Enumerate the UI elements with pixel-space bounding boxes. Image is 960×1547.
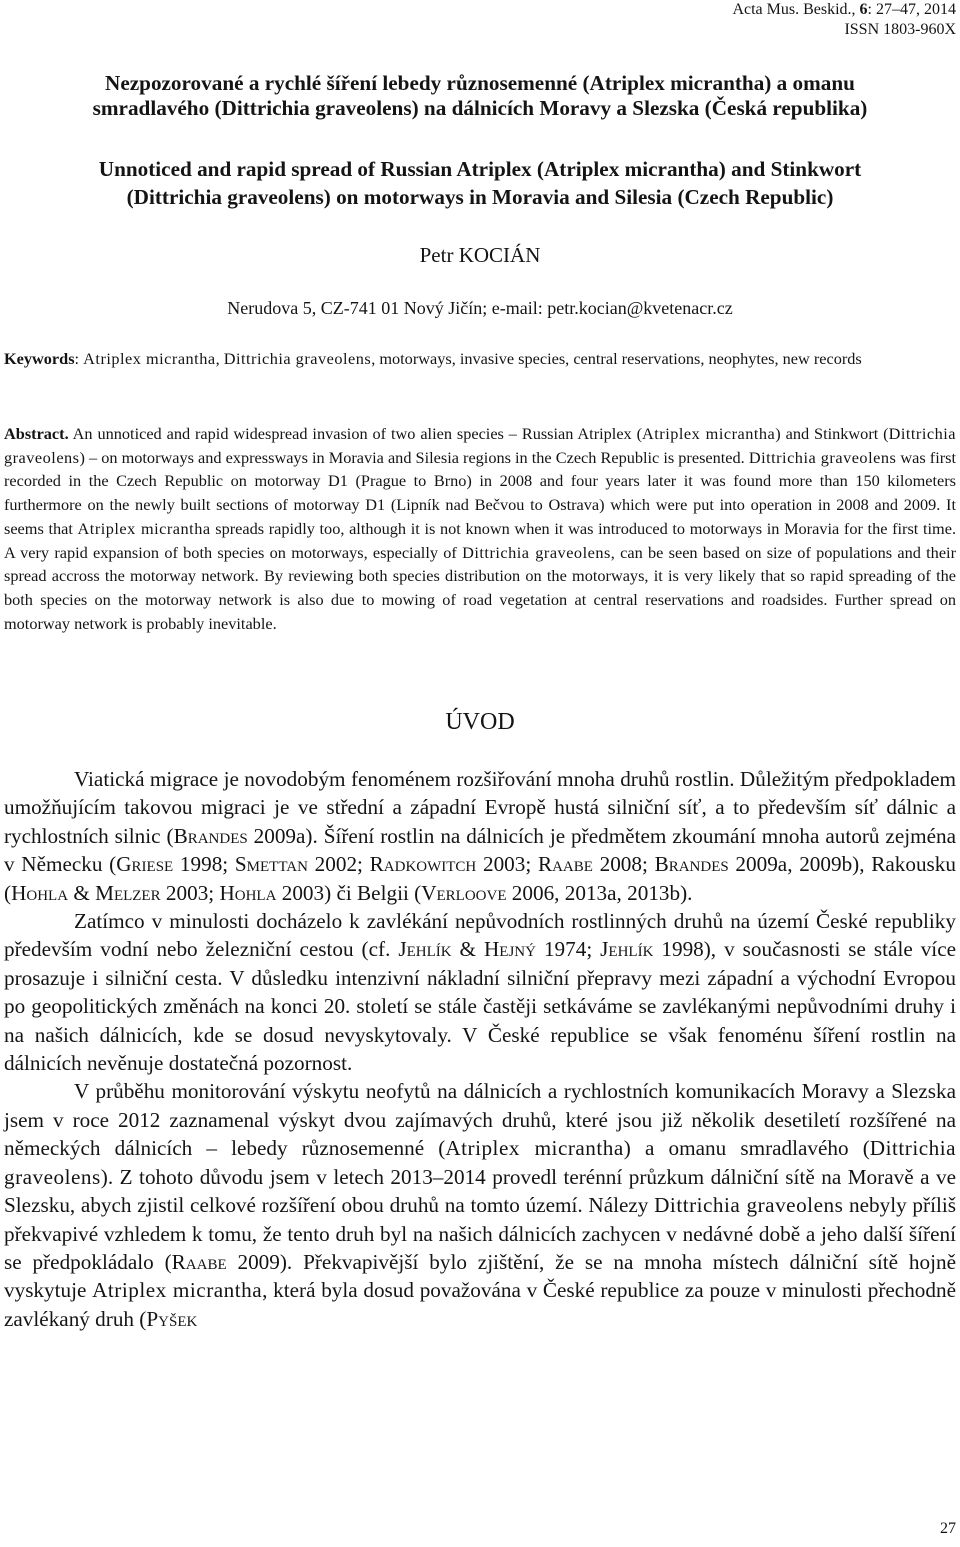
keywords-label: Keywords (4, 349, 75, 368)
body-text: Zatímco v minulosti docházelo k zavlékání nepůvodních rostlinných druhů na území České republiky především vodní nebo železniční cestou (cf. (4, 909, 956, 962)
citation-author: Raabe (171, 1249, 227, 1274)
body-text: , která byla dosud považována v České republice za pouze v minulosti přechodně zavlékaný druh ( (4, 1278, 956, 1331)
citation-author: Brandes (654, 852, 729, 877)
species-name: Dittrichia graveolens (223, 349, 372, 368)
species-name: Dittrichia graveolens (748, 447, 897, 467)
title-czech (4, 71, 956, 121)
title-english-line-1: Unnoticed and rapid spread of Russian Atriplex (Atriplex micrantha) and Stinkwort (98, 157, 862, 181)
abstract-text: spreads rapidly too, although it is not known when it was introduced to motorways in Moravia for the first time. A very rapid expansion of both species on motorways, especially of (4, 518, 957, 562)
page-number: 27 (940, 1520, 956, 1537)
species-name: Dittrichia graveolens (4, 1136, 956, 1189)
species-name: Atriplex micrantha (445, 1136, 624, 1161)
body-text: 2009). Překvapivější bylo zjištění, že se na mnoha místech dálniční sítě hojně vyskytuje (4, 1249, 956, 1303)
author-name: Petr KOCIÁN (419, 243, 541, 267)
species-name: Dittrichia graveolens (462, 542, 611, 562)
body-text: ). Z tohoto důvodu jsem v letech 2013–2014 provedl terénní průzkum dálniční sítě na Moravě a ve Slezsku, abych zjistil celkové rozšíření obou druhů na tomto území. Nálezy (4, 1164, 956, 1218)
title-english (4, 155, 956, 211)
body-text: 2006, 2013a, 2013b). (506, 880, 693, 905)
body-text: ) a omanu smradlavého ( (623, 1136, 870, 1161)
species-name: Atriplex micrantha (77, 518, 211, 538)
title-czech-line-2: smradlavého (Dittrichia graveolens) na dálnicích Moravy a Slezska (Česká republika) (92, 96, 868, 120)
citation-author: Verloove (421, 880, 507, 905)
title-english-line-2: (Dittrichia graveolens) on motorways in Moravia and Silesia (Czech Republic) (126, 185, 834, 209)
journal-volume: 6 (859, 1, 868, 18)
citation-author: Hejný (484, 937, 536, 962)
species-name: Atriplex micrantha (92, 1278, 263, 1303)
journal-pages: : 27–47, 2014 (867, 1, 956, 18)
citation-author: Griese (116, 852, 174, 877)
body-text: & (451, 937, 484, 962)
body-text: 1998; (173, 852, 235, 877)
body-text: nebyly příliš překvapivé vzhledem k tomu, že tento druh byl na našich dálnicích zachycen v nedávné době a jeho další šíření se předpokládalo ( (4, 1193, 956, 1274)
abstract-text: ) and Stinkwort ( (775, 424, 889, 443)
abstract-text: ) – on motorways and expressways in Moravia and Silesia regions in the Czech Republic is presented. (79, 447, 749, 467)
journal-citation (732, 0, 956, 20)
section-title-uvod: ÚVOD (445, 709, 515, 735)
body-text: V průběhu monitorování výskytu neofytů na dálnicích a rychlostních komunikacích Moravy a Slezska jsem v roce 2012 zaznamenal výskyt dvou zajímavých druhů, které jsou již několik desetiletí rozšířené na německých dálnicích – lebedy různosemenné ( (4, 1079, 956, 1161)
citation-author: Radkowitch (369, 852, 477, 877)
body-text: 2003; (476, 852, 538, 877)
journal-issn: ISSN 1803-960X (844, 21, 956, 38)
abstract-text: , can be seen based on size of populations and their spread accross the motorway network. By reviewing both species distribution on the motorways, it is very likely that so rapid spreading of the both species on the motorway network is also due to mowing of road vegetation at central reservations and roadsides. Further spread on motorway network is probably inevitable. (4, 542, 956, 633)
body-paragraph-2 (4, 907, 956, 1077)
abstract-label: Abstract. (4, 424, 69, 443)
citation-author: Brandes (173, 823, 248, 848)
title-czech-line-1: Nezpozorované a rychlé šíření lebedy různosemenné (Atriplex micrantha) a omanu (105, 71, 855, 95)
body-text: Viatická migrace je novodobým fenoménem rozšiřování mnoha druhů rostlin. Důležitým předpokladem umožňujícím takovou migraci je ve střední a západní Evropě hustá silniční síť, a to především síť dálnic a rychlostních silnic ( (4, 767, 956, 848)
citation-author: Jehlík (398, 937, 452, 962)
body-paragraph-1 (4, 765, 956, 907)
journal-name: Acta Mus. Beskid., (732, 1, 856, 18)
author-address: Nerudova 5, CZ-741 01 Nový Jičín; e-mail: petr.kocian@kvetenacr.cz (227, 298, 733, 318)
body-text: & (68, 880, 96, 905)
keywords-text: , motorways, invasive species, central reservations, neophytes, new records (371, 349, 862, 368)
abstract-paragraph (4, 422, 956, 635)
body-paragraph-3 (4, 1077, 956, 1333)
keywords-text: , (215, 349, 224, 368)
abstract-text: was first recorded in the Czech Republic on motorway D1 (Prague to Brno) in 2008 and four years later it was found more than 150 kilometers furthermore on the newly built sections of motorway D1 (Lipník nad Bečvou to Ostrava) which were put into operation in 2008 and 2009. It seems that (4, 447, 957, 538)
body-text: 1974; (535, 937, 601, 962)
journal-citation-header (732, 0, 956, 40)
keywords-text: : (74, 349, 84, 368)
citation-author: Raabe (537, 852, 593, 877)
species-name: Dittrichia graveolens (4, 424, 956, 467)
citation-author: Hohla (219, 880, 277, 905)
body-text: 2003) či Belgii ( (276, 880, 422, 905)
abstract-text: An unnoticed and rapid widespread invasion of two alien species – Russian Atriplex ( (68, 424, 643, 443)
citation-author: Smettan (234, 852, 308, 877)
species-name: Dittrichia graveolens (654, 1193, 844, 1218)
body-text: 2003; (160, 880, 220, 905)
body-text: 2008; (592, 852, 655, 877)
citation-author: Hohla (11, 880, 69, 905)
species-name: Atriplex micrantha (83, 349, 216, 368)
body-text: 1998), v současnosti se stále více prosazuje i silniční cesta. V důsledku intenzivní nákladní silniční přepravy mezi západní a východní Evropou po geopolitických změnách na konci 20. století se stále častěji setkáváme se zavlékanými nepůvodními druhy i na našich dálnicích, kde se dosud nevyskytovaly. V České republice se však fenoménu šíření rostlin na dálnicích nevěnuje dostatečná pozornost. (4, 937, 957, 1076)
citation-author: Melzer (95, 880, 161, 905)
body-text: 2009a). Šíření rostlin na dálnicích je předmětem zkoumání mnoha autorů zejména v Německu ( (4, 823, 956, 877)
body-text: 2002; (307, 852, 370, 877)
citation-author: Jehlík (600, 937, 654, 962)
citation-author: Pyšek (146, 1306, 198, 1331)
keywords-paragraph (4, 348, 956, 370)
body-text: 2009a, 2009b), Rakousku ( (4, 852, 956, 905)
species-name: Atriplex micrantha (642, 424, 776, 443)
introduction-body (4, 765, 956, 1333)
